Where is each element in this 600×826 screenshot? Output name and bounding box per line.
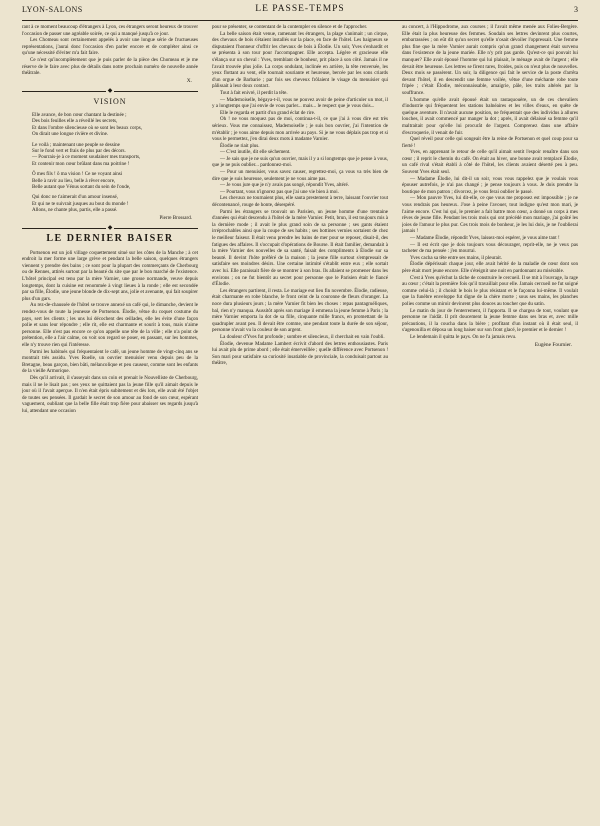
poem-title: VISION (93, 97, 127, 107)
newspaper-title: LE PASSE-TEMPS (255, 4, 345, 14)
story-title: LE DERNIER BAISER (46, 233, 174, 245)
story-signature: Eugène Fournier. (534, 341, 572, 348)
paragraph: Le matin du jour de l'enterrement, il l'apporta. Il se chargea de tout, voulant que personne ne l'aidât. Il prit doucement la jeune femme dans ses bras et, avec mille précautions, il la coucha dans la bière ; profitant d'un instant où il était seul, il s'agenouilla et déposa un long baiser sur son front glacé, le premier et le dernier ! (402, 307, 578, 334)
paragraph: Parmi les étrangers se trouvait un Parisien, un jeune homme d'une trentaine d'années qui était descendu à l'hôtel de la mère Varnier. Petit, brun, il est toujours mis à la dernière mode ; il avait le plus grand soin de sa personne ; ses gants étaient irréprochables ainsi que la coupe de ses habits ; ses bottines vernies sortaient de chez le meilleur faiseur. Il était venu prendre les bains de mer pour se reposer, disait-il, des fatigues des affaires. Il s'occupait d'opérations de Bourse. Il était familier, demandait à la mère Varnier des nouvelles de sa santé, faisait des compliments à Élodie sur sa beauté. Il devint l'hôte préféré de la maison ; la jeune fille surtout s'empressait de satisfaire ses moindres désirs. Une certaine intimité s'établit entre eux ; elle sortait avec lui. Elle paraissait fière de se montrer à son bras. Ils allaient se promener dans les environs ; on ne fut bientôt au secret pour personne que le Parisien était le fiancé d'Élodie. (212, 208, 388, 288)
column-2 (212, 24, 388, 814)
column-1 (22, 24, 198, 814)
paragraph: Le lendemain il quitta le pays. On ne l'a jamais revu. (410, 333, 517, 340)
verse-line: Qui donc ne t'aimerait d'un amour insensé, (32, 194, 119, 201)
paragraph: rant à ce moment beaucoup d'étrangers à Lyon, ces étrangers seront heureux de trouver l'occasion de passer une agréable soirée, ce qui a manqué jusqu'à ce jour. (22, 24, 198, 37)
paragraph: La belle saison était venue, ramenant les étrangers, la plage s'animait ; un cirque, des chevaux de bois s'étaient installés sur la place, en face de l'hôtel. Les baigneurs se disputaient l'honneur d'offrir les chevaux de bois à Élodie. Un soir, Yves s'enhardit et se présenta à son tour pour l'accompagner. Elle accepta. Légère et gracieuse elle s'élança sur un cheval : Yves, tremblant de bonheur, prit place à son côté. Jamais il ne l'avait trouvée plus jolie. La corps ondulant, inclinée en arrière, la tête renversée, les yeux flottant au vent, elle tournait souriante et heureuse, bercée par les sons criards d'un orgue de Barbarie ; par fois ses cheveux frôlaient le visage du menuisier qui pâlissait à leur doux contact. (212, 30, 388, 90)
paragraph: Les chevaux ne tournaient plus, elle sauta prestement à terre, laissant l'ouvrier tout décontenancé, rouge de honte, désespéré. (212, 195, 388, 209)
section-separator (22, 225, 198, 231)
verse-line: Le voilà ; maintenant une peuple se dessine (32, 141, 120, 148)
paragraph: Oh ! ne vous moquez pas de moi, continua-t-il, ce que j'ai à vous dire est très sérieux. Vous me connaissez, Mademoiselle ; je suis bon ouvrier, j'ai l'intention de m'établir ; je vous aime depuis mon arrivée au pays. Si je ne vous déplais pas trop et si vous le permettez, j'en dirai deux mots à madame Varnier. (212, 116, 388, 143)
paragraph: — Je vous jure que je n'y avais pas songé, répondit Yves, altéré. (220, 182, 350, 189)
paragraph: Quel réveil pour celle qui songeait être la reine de Portsenon et quel coup pour sa fierté ! (402, 136, 578, 149)
verse-line: Sur le fond vert et frais de plus par des décors. (32, 147, 126, 154)
verse-line: Et contenir mon cœur brûlant dans ma poitrine ! (32, 160, 130, 167)
publication-name: LYON-SALONS (22, 5, 83, 14)
diamond-ornament-icon: ◆ (107, 225, 113, 232)
paragraph: — Pour un menuisier, vous savez causer, regrettez-moi, ça vous va très bien de dire que je suis heureuse, seulement je ne vous aime pas. (212, 169, 388, 182)
poem (22, 112, 198, 221)
paragraph: au concert, à l'Hippodrome, aux courses ; il l'avait même menée aux Folies-Bergère. Elle était la plus heureuse des femmes. Soudain ses lettres devinrent plus courtes, embarrassées ; on eût dit qu'un secret qu'elle n'osait dévoiler l'oppressait. Une femme plus fine que la mère Varnier aurait compris qu'un grand changement était survenu dans l'existence de la jeune mariée. Elle n'y prit pas garde. Qu'est-ce qui pouvait lui manquer? Elle avait épousé l'homme qui lui plaisait, le ménage avait de l'argent ; elle devait être heureuse. Les lettres se firent rares, froides, puis on n'eut plus de nouvelles. Deux mois se passèrent. Un soir, la diligence qui fait le service de la poste d'arrêta devant l'hôtel, il en descendit une femme voilée, vêtue d'une méchante robe toute fripée ; c'était Élodie, méconnaissable, amaigrie, pâle, les traits altérés par la souffrance. (402, 24, 578, 96)
paragraph: — Pourtant, vous n'ignorez pas que j'ai une vie bien à moi. (220, 188, 339, 195)
paragraph: — Je sais que je ne suis qu'un ouvrier, mais il y a si longtemps que je pense à vous, que je ne puis oublier... pardonnez-moi. (212, 155, 388, 169)
section-separator (22, 88, 198, 94)
verse-line: Des bois feuilles elle a réveillé les secrets, (32, 118, 118, 125)
verse-line: Belle à ravir au lieu, belle à rêver encore, (32, 177, 116, 184)
paragraph: pour se présenter, se contentant de la contempler en silence et de l'approcher. (212, 24, 368, 30)
diamond-ornament-icon: ◆ (107, 88, 113, 95)
paragraph: — Madame Élodie, répondit Yves, laissez-moi espérer, je vous aime tant ! (410, 235, 560, 241)
verse-line: Et dans l'ombre silencieuse où se sont les beaux corps, (32, 124, 142, 131)
paragraph: — Mademoiselle, bégaya-t-il, vous ne pouvez avoir de peine d'articuler un mot, il y a longtemps que j'ai envie de vous parler... mais... le respect que je vous dois... (212, 96, 388, 110)
column-3 (402, 24, 578, 814)
paragraph: Élodie dépérissait chaque jour, elle avait hérité de la maladie de cœur dont son père était mort jeune encore. Elle s'éteignit une nuit en pardonnant au misérable. (402, 261, 578, 274)
paragraph: Elle le regarda et partit d'un grand éclat de rire. (220, 109, 316, 116)
paragraph: Dès qu'il arrivait, il s'asseyait dans un coin et prenait le Nouvelliste de Cherbourg, mais il ne le lisait pas ; ses yeux ne quittaient pas la jeune fille qu'il aimait depuis le jour où il l'avait aperçue. Il n'en était épris subitement et dès lors, elle avait été l'objet de toutes ses pensées. Il gardait le secret de son amour au fond de son cœur, espérant vaguement, oubliant que la belle fille était trop fière pour abaisser ses regards jusqu'à lui, attendant une occasion (22, 374, 198, 414)
paragraph: Les étrangers partirent, il resta. Le mariage eut lieu fin novembre. Élodie, radieuse, était charmante en robe blanche, le front ceint de la couronne de fleurs d'oranger. La noce dura plusieurs jours ; la mère Varnier fit bien les choses : repas pantagruéliques, bal, rien n'y manqua. Aussitôt après son mariage il emmena la jeune femme à Paris ; la mère Varnier emporta la dot de sa fille, cinquante mille francs, en promettant de la quadrupler avant peu. Il devait être comme, une pendant toute la durée de son séjour, personne n'avait vu la couleur de son argent. (212, 287, 388, 334)
paragraph: Yves cacha sa tête entre ses mains, il pleurait. (410, 254, 502, 261)
intro-signature: X. (186, 77, 192, 84)
paragraph: — Madame Élodie, lui dit-il un soir, vous vous rappelez que je voulais vous épouser autrefois, je n'ai pas changé ; je pense toujours à vous. Je dois prendre la boutique de mon patron ; divorcez, je vous ferai oublier le passé. (402, 175, 578, 195)
paragraph: Les Chomeau sont certainement appelés à avoir une longue série de fructueuses représentations, j'aurai donc l'occasion d'en parler encore et de compléter ainsi ce qu'une nécessité d'éviter m'a fait faire. (22, 37, 198, 57)
paragraph: L'homme qu'elle avait épousé était un rastaquouère, un de ces chevaliers d'industrie qui fréquentent les stations balnéaires et les villes d'eaux, en quête de quelque aventure. Il n'avait aucune position, ne fréquentait que des individus à allures louches, il avait commencé par manger la dot ; après, il avait délaissé sa femme qu'il maltraitait pour qu'elle lui procurât de l'argent. Comprenez dans une affaire d'escroquerie, il venait de fuir. (402, 96, 578, 136)
verse-line: Belle autant que Vénus sortant du sein de l'onde, (32, 184, 131, 190)
verse-line: Et qui ne te suivrait jusques au bout du monde ! (32, 200, 129, 207)
paragraph: Yves, en apprenant le retour de celle qu'il aimait sentit l'espoir renaître dans son cœur ; il reprit le chemin du café. On était au hiver, une bonne avait remplacé Élodie, un café rival s'était établi à côté de l'hôtel, les clients avaient déserté peu à peu. Souvent Yves était seul. (402, 149, 578, 176)
paragraph: La douleur d'Yves fut profonde ; sombre et silencieux, il cherchait en vain l'oubli. (220, 333, 385, 340)
page-number: 3 (574, 5, 578, 14)
paragraph: Élodie, devenue Madame Lambert écrivit d'abord des lettres enthousiastes. Paris lui avait plu de prime abord ; elle était émerveillée ; quelle différence avec Portsenon ! Son mari pour satisfaire sa curiosité insatiable de provinciale, la conduisait partout au théâtre, (212, 340, 388, 367)
paragraph: Ce n'est qu'incomplètement que je puis parler de la pièce des Chomeau et je me réserve de le faire avec plus de détails dans notre prochain numéro de nouvelle année théâtrale. (22, 56, 198, 77)
poem-author: Pierre Brossard. (159, 214, 192, 221)
verse-line: Allons, ne chante plus, partis, elle a passé. (32, 207, 118, 214)
paragraph: Portsenon est un joli village coquettement situé sur les côtes de la Manche ; à cet endroit la mer forme une large grève et pendant la belle saison, quelques étrangers viennent y prendre des bains ; ce sont pour la plupart des commerçants de Cherbourg ou de Rennes, attirés surtout par la beauté du site que par le bon marché de l'existence. L'hôtel principal est tenu par la mère Varnier, une grosse normande, veuve depuis longtemps, dont la cuisine est renommée à vingt lieues à la ronde ; elle est secondée par sa fille, Élodie, une jeune blonde de dix-sept ans, jolie et avenante, qui fait soupirer plus d'un gars. (22, 249, 198, 302)
paragraph: — Mon pauvre Yves, lui dit-elle, ce que vous me proposez est impossible ; je ne vous rendrais pas heureux. J'ose à peine l'avouer, tout indigne qu'est mon mari, je l'aime encore. C'est lui qui, le premier a fait battre mon cœur, a donné un corps à mes rêves de jeune fille. Pendant les trois mois qui ont précédé mon mariage, j'ai goûté les joies de l'amour le plus pur. Ces trois mois de bonheur, je les lui dois, je ne l'oublierai jamais ! (402, 195, 578, 235)
paragraph: Tout à fait enivré, il perdit la tête. (220, 89, 288, 96)
paragraph: Au rez-de-chaussée de l'hôtel se trouve annexé un café qui, le dimanche, devient le rendez-vous de toute la jeunesse de Portsenon. Élodie, vêtue du coquet costume du pays, sert les clients ; les uns lui décochent des œillades, elle les évite d'une façon polie et sans leur répondre ; elle rit, elle est charmante et sourit à tous, mais n'aime personne. Elle n'est pas encore ce qu'on appelle une tête de la ville ; elle n'a point de prétention, elle a l'air calme, on voit son regard se poser, en passant, sur les hommes, elle n'y trouve rien qui l'intéresse. (22, 302, 198, 348)
paragraph: Élodie ne riait plus. (220, 142, 260, 149)
paragraph: — C'est inutile, dit elle sèchement. (220, 149, 291, 156)
page-header (22, 4, 578, 21)
verse-line: Ô mes fils ! ô ma vision ! Ce ne voyant ainsi (32, 171, 123, 178)
paragraph: — Il est écrit que je dois toujours vous décourager, reprit-elle, ne je veux pas tacheter de ma pensée : j'en mourrai. (402, 241, 578, 255)
verse-line: On dirait une longue rivière et divine. (32, 131, 109, 138)
paragraph: Parmi les habitués qui fréquentaient le café, un jeune homme de vingt-cinq ans se montrait très assidu. Yves Ruelle, un ouvrier menuisier venu depuis peu de la Bretagne, beau garçon, bien bâti, mélancolique et peu causeur, comme sont les enfants de la vieille Armorique. (22, 348, 198, 375)
verse-line: — Pourrais-je à ce moment soudainer mes transports, (32, 154, 141, 161)
verse-line: Elle avance, de bon cœur chantant la destinée ; (32, 111, 127, 118)
paragraph: C'est à Yves qu'échut la tâche de construire le cercueil. Il se mit à l'ouvrage, la rage au cœur ; c'était la première fois qu'il travaillait pour elle. Jamais cercueil ne fut soigné comme celui-là ; il choisit le bois le plus résistant et le façonna lui-même. Il voulait que la funèbre enveloppe fut digne de la chère morte ; sous ses mains, les planches polies comme un miroir devinrent plus douces au toucher que du satin. (402, 274, 578, 307)
